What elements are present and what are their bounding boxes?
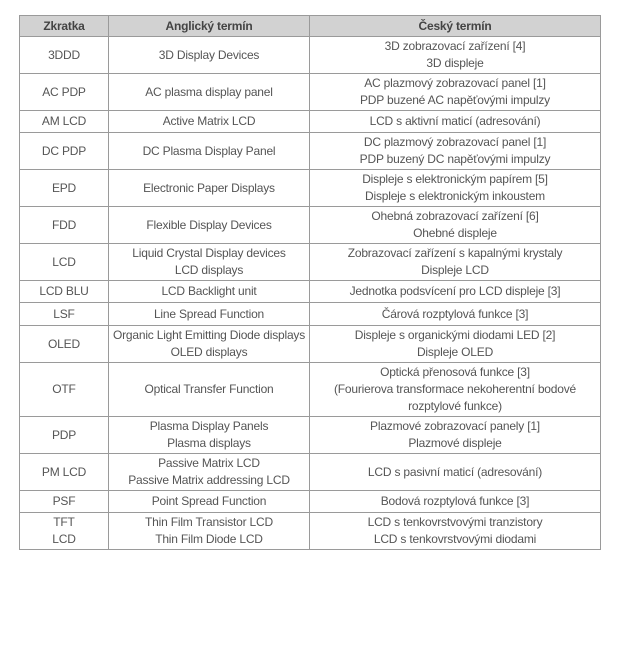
cell-czech-term bbox=[310, 281, 601, 303]
cell-english-term bbox=[109, 491, 310, 513]
cell-abbreviation-line: LCD bbox=[52, 254, 76, 269]
cell-abbreviation bbox=[20, 207, 109, 244]
cell-english-term-line: 3D Display Devices bbox=[158, 47, 260, 62]
cell-english-term-line: OLED displays bbox=[170, 345, 248, 359]
header-czech-term: Český termín bbox=[310, 16, 601, 37]
cell-czech-term-line: (Fourierova transformace nekoherentní bodové bbox=[333, 382, 576, 396]
cell-english-term bbox=[109, 454, 310, 491]
cell-abbreviation-line: PSF bbox=[52, 494, 76, 508]
header-english-term: Anglický termín bbox=[109, 16, 310, 37]
table-row bbox=[20, 281, 601, 303]
cell-czech-term-line: Displeje s elektronickým inkoustem bbox=[365, 189, 545, 203]
cell-english-term-line: DC Plasma Display Panel bbox=[142, 143, 276, 158]
cell-abbreviation-line: 3DDD bbox=[48, 47, 80, 62]
cell-english-term-line: Thin Film Transistor LCD bbox=[145, 515, 273, 529]
cell-czech-term bbox=[310, 417, 601, 454]
terminology-table-container bbox=[19, 15, 601, 550]
cell-english-term-line: Line Spread Function bbox=[153, 306, 265, 321]
cell-abbreviation-line: OLED bbox=[48, 336, 80, 351]
cell-czech-term bbox=[310, 244, 601, 281]
cell-english-term bbox=[109, 281, 310, 303]
cell-english-term bbox=[109, 170, 310, 207]
cell-english-term bbox=[109, 244, 310, 281]
cell-abbreviation bbox=[20, 37, 109, 74]
header-abbreviation: Zkratka bbox=[20, 16, 109, 37]
cell-english-term-line: Optical Transfer Function bbox=[144, 382, 274, 396]
cell-english-term bbox=[109, 37, 310, 74]
cell-czech-term-line: Ohebná zobrazovací zařízení [6] bbox=[371, 209, 539, 223]
cell-english-term-line: LCD Backlight unit bbox=[161, 284, 257, 298]
cell-abbreviation bbox=[20, 491, 109, 513]
cell-czech-term-line: Displeje s elektronickým papírem [5] bbox=[362, 172, 548, 186]
cell-czech-term-line: Displeje LCD bbox=[421, 263, 489, 277]
cell-english-term-line: Plasma Display Panels bbox=[149, 419, 269, 433]
cell-english-term bbox=[109, 513, 310, 550]
cell-czech-term bbox=[310, 363, 601, 417]
cell-czech-term bbox=[310, 37, 601, 74]
cell-czech-term-line: Bodová rozptylová funkce [3] bbox=[380, 494, 530, 508]
table-row bbox=[20, 170, 601, 207]
cell-english-term-line: Organic Light Emitting Diode displays bbox=[112, 328, 306, 342]
cell-czech-term bbox=[310, 303, 601, 326]
cell-english-term bbox=[109, 363, 310, 417]
cell-czech-term-line: Jednotka podsvícení pro LCD displeje [3] bbox=[349, 284, 561, 298]
cell-english-term bbox=[109, 207, 310, 244]
table-row bbox=[20, 417, 601, 454]
table-row bbox=[20, 326, 601, 363]
cell-abbreviation-line: OTF bbox=[52, 382, 76, 396]
cell-czech-term bbox=[310, 513, 601, 550]
cell-english-term bbox=[109, 303, 310, 326]
table-row bbox=[20, 491, 601, 513]
cell-abbreviation-line: DC PDP bbox=[41, 143, 87, 158]
cell-english-term-line: Flexible Display Devices bbox=[146, 217, 272, 232]
cell-czech-term-line: DC plazmový zobrazovací panel [1] bbox=[363, 135, 547, 149]
cell-czech-term-line: Displeje OLED bbox=[416, 345, 494, 359]
terminology-table bbox=[19, 15, 601, 550]
cell-english-term-line: Electronic Paper Displays bbox=[143, 180, 275, 195]
cell-czech-term-line: Displeje s organickými diodami LED [2] bbox=[354, 328, 556, 342]
table-row bbox=[20, 303, 601, 326]
cell-english-term bbox=[109, 74, 310, 111]
table-row bbox=[20, 454, 601, 491]
cell-abbreviation bbox=[20, 363, 109, 417]
cell-abbreviation-line: PM LCD bbox=[41, 464, 87, 479]
cell-english-term bbox=[109, 417, 310, 454]
cell-abbreviation bbox=[20, 303, 109, 326]
table-row bbox=[20, 133, 601, 170]
table-row bbox=[20, 111, 601, 133]
cell-czech-term bbox=[310, 74, 601, 111]
table-body bbox=[20, 37, 601, 550]
cell-abbreviation-line: FDD bbox=[51, 217, 77, 232]
cell-czech-term bbox=[310, 170, 601, 207]
cell-czech-term bbox=[310, 133, 601, 170]
table-row bbox=[20, 207, 601, 244]
cell-english-term-line: Liquid Crystal Display devices bbox=[132, 246, 286, 260]
header-row bbox=[20, 16, 601, 37]
cell-abbreviation-line: TFT bbox=[53, 515, 75, 529]
table-row bbox=[20, 363, 601, 417]
cell-abbreviation bbox=[20, 133, 109, 170]
cell-abbreviation-line: LCD BLU bbox=[39, 284, 89, 298]
cell-czech-term-line: Zobrazovací zařízení s kapalnými krystaly bbox=[347, 246, 563, 260]
cell-abbreviation bbox=[20, 417, 109, 454]
cell-english-term bbox=[109, 111, 310, 133]
cell-czech-term-line: Čárová rozptylová funkce [3] bbox=[381, 306, 529, 321]
cell-abbreviation bbox=[20, 513, 109, 550]
cell-english-term-line: Passive Matrix addressing LCD bbox=[128, 473, 290, 487]
cell-czech-term-line: LCD s tenkovrstvovými diodami bbox=[373, 532, 537, 546]
cell-english-term-line: Active Matrix LCD bbox=[162, 114, 256, 128]
cell-abbreviation-line: LCD bbox=[52, 532, 76, 546]
cell-czech-term-line: Plazmové displeje bbox=[408, 436, 502, 450]
cell-czech-term bbox=[310, 326, 601, 363]
cell-abbreviation bbox=[20, 170, 109, 207]
cell-czech-term bbox=[310, 454, 601, 491]
cell-english-term-line: Point Spread Function bbox=[151, 494, 267, 508]
cell-abbreviation bbox=[20, 244, 109, 281]
cell-czech-term-line: LCD s tenkovrstvovými tranzistory bbox=[367, 515, 543, 529]
table-header bbox=[20, 16, 601, 37]
cell-czech-term bbox=[310, 111, 601, 133]
cell-abbreviation-line: PDP bbox=[51, 427, 77, 442]
cell-czech-term-line: PDP buzené AC napěťovými impulzy bbox=[360, 93, 550, 107]
cell-czech-term-line: rozptylové funkce) bbox=[408, 399, 502, 413]
cell-abbreviation bbox=[20, 281, 109, 303]
cell-abbreviation-line: AC PDP bbox=[42, 84, 86, 99]
cell-abbreviation-line: LSF bbox=[53, 306, 75, 321]
cell-czech-term-line: AC plazmový zobrazovací panel [1] bbox=[364, 76, 546, 90]
cell-czech-term-line: LCD s aktivní maticí (adresování) bbox=[369, 114, 541, 128]
cell-czech-term-line: Optická přenosová funkce [3] bbox=[380, 365, 530, 379]
cell-czech-term bbox=[310, 491, 601, 513]
cell-english-term-line: Thin Film Diode LCD bbox=[155, 532, 263, 546]
cell-abbreviation-line: EPD bbox=[51, 180, 77, 195]
cell-czech-term-line: PDP buzený DC napěťovými impulzy bbox=[359, 152, 551, 166]
table-row bbox=[20, 513, 601, 550]
cell-abbreviation bbox=[20, 326, 109, 363]
cell-czech-term bbox=[310, 207, 601, 244]
cell-abbreviation bbox=[20, 74, 109, 111]
cell-abbreviation bbox=[20, 111, 109, 133]
table-row bbox=[20, 37, 601, 74]
cell-abbreviation bbox=[20, 454, 109, 491]
cell-english-term-line: LCD displays bbox=[174, 263, 244, 277]
cell-english-term bbox=[109, 326, 310, 363]
cell-english-term bbox=[109, 133, 310, 170]
cell-czech-term-line: 3D zobrazovací zařízení [4] bbox=[384, 39, 526, 53]
cell-english-term-line: Passive Matrix LCD bbox=[158, 456, 260, 470]
cell-czech-term-line: 3D displeje bbox=[426, 56, 484, 70]
cell-abbreviation-line: AM LCD bbox=[41, 114, 87, 128]
cell-czech-term-line: Plazmové zobrazovací panely [1] bbox=[370, 419, 540, 433]
cell-czech-term-line: Ohebné displeje bbox=[413, 226, 497, 240]
cell-czech-term-line: LCD s pasivní maticí (adresování) bbox=[367, 464, 543, 479]
table-row bbox=[20, 244, 601, 281]
cell-english-term-line: Plasma displays bbox=[167, 436, 251, 450]
table-row bbox=[20, 74, 601, 111]
cell-english-term-line: AC plasma display panel bbox=[145, 84, 273, 99]
